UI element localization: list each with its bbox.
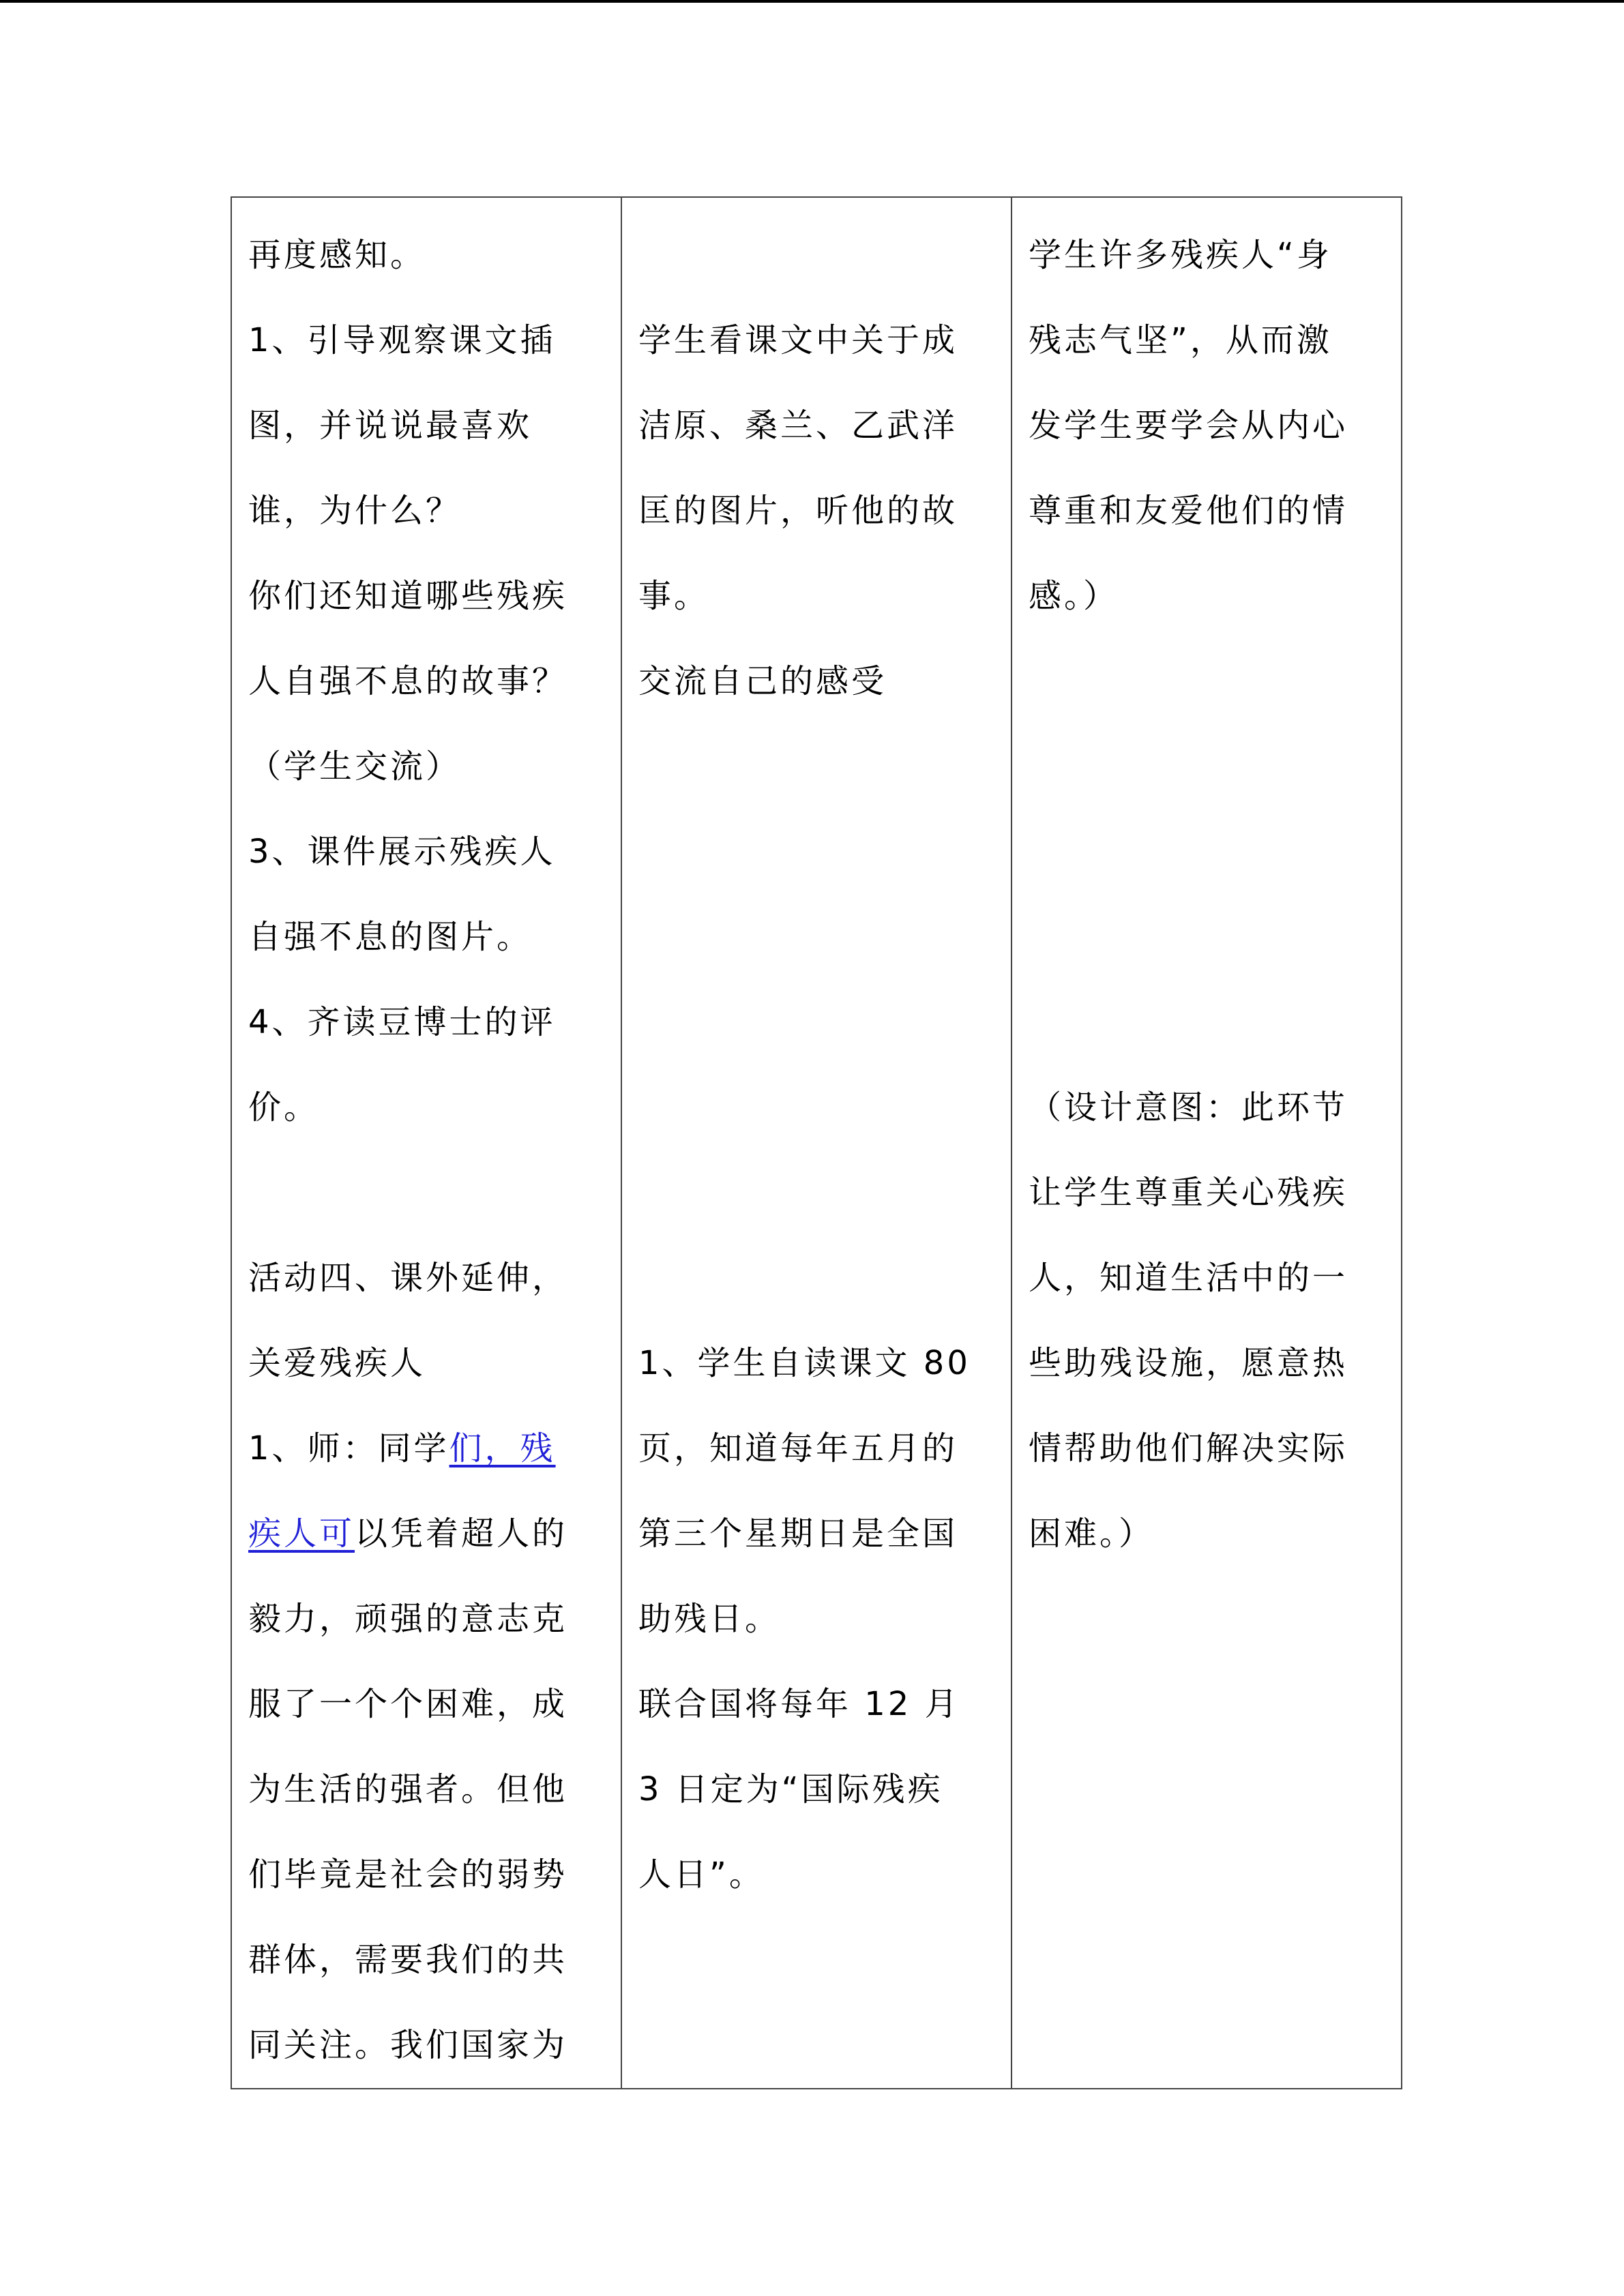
teacher-prefix: 1、师：同学 — [248, 1429, 449, 1467]
text-line: 让学生尊重关心残疾 — [1029, 1174, 1348, 1212]
section-heading: 活动四、课外延伸， — [248, 1259, 568, 1297]
text-line: 匡的图片，听他的故 — [638, 492, 958, 530]
hyperlink-text[interactable]: 们，残 — [449, 1429, 556, 1467]
teacher-activity-cell — [231, 197, 621, 2089]
text-line: 联合国将每年 12 月 — [638, 1685, 960, 1723]
text-line: （设计意图：此环节 — [1029, 1088, 1348, 1127]
text-line: 人自强不息的故事？ — [248, 662, 568, 700]
text-line: 自强不息的图片。 — [248, 918, 533, 956]
text-line: 页，知道每年五月的 — [638, 1429, 958, 1467]
text-line: 学生看课文中关于成 — [638, 321, 958, 359]
blank-space — [638, 724, 994, 1321]
text-line: 洁原、桑兰、乙武洋 — [638, 406, 958, 445]
text-line: 尊重和友爱他们的情 — [1029, 492, 1348, 530]
blank-line — [248, 1150, 604, 1236]
text-line: 第三个星期日是全国 — [638, 1515, 958, 1553]
hyperlink-text[interactable]: 疾人可 — [248, 1515, 355, 1553]
text-line: 1、引导观察课文插 — [248, 321, 556, 359]
text-line: 残志气坚”，从而激 — [1029, 321, 1332, 359]
text-line — [248, 1406, 604, 1491]
text-line: 图，并说说最喜欢 — [248, 406, 533, 445]
text-line: 群体，需要我们的共 — [248, 1941, 568, 1979]
text-line: 谁，为什么？ — [248, 492, 462, 530]
teacher-suffix: 以凭着超人的 — [355, 1515, 568, 1553]
blank-space — [1029, 639, 1385, 1065]
text-line: 困难。） — [1029, 1515, 1155, 1553]
text-line: 价。 — [248, 1088, 320, 1127]
text-line: 4、齐读豆博士的评 — [248, 1003, 556, 1041]
text-line: 感。） — [1029, 577, 1119, 615]
text-line — [248, 1491, 604, 1577]
text-line: 3 日定为“国际残疾 — [638, 1770, 943, 1808]
text-line: 些助残设施，愿意热 — [1029, 1344, 1348, 1382]
text-line: 人日”。 — [638, 1855, 765, 1894]
text-line: 1、学生自读课文 80 — [638, 1344, 971, 1382]
text-line: 为生活的强者。但他 — [248, 1770, 568, 1808]
text-line: 学生许多残疾人“身 — [1029, 236, 1332, 274]
text-line: 同关注。我们国家为 — [248, 2026, 568, 2064]
text-line: 们毕竟是社会的弱势 — [248, 1855, 568, 1894]
section-heading: 关爱残疾人 — [248, 1344, 426, 1382]
text-line: 3、课件展示残疾人 — [248, 833, 556, 871]
text-line: （学生交流） — [248, 747, 462, 786]
text-line: 毅力，顽强的意志克 — [248, 1600, 568, 1638]
text-line: 人，知道生活中的一 — [1029, 1259, 1348, 1297]
text-line: 再度感知。 — [248, 236, 426, 274]
text-line: 你们还知道哪些残疾 — [248, 577, 568, 615]
design-intent-cell — [1012, 197, 1402, 2089]
blank-line — [638, 213, 994, 298]
text-line: 服了一个个困难，成 — [248, 1685, 568, 1723]
lesson-plan-table — [231, 196, 1402, 2089]
text-line: 情帮助他们解决实际 — [1029, 1429, 1348, 1467]
text-line: 事。 — [638, 577, 710, 615]
text-line: 交流自己的感受 — [638, 662, 887, 700]
student-activity-cell — [621, 197, 1012, 2089]
text-line: 助残日。 — [638, 1600, 781, 1638]
table-row — [231, 197, 1402, 2089]
text-line: 发学生要学会从内心 — [1029, 406, 1348, 445]
